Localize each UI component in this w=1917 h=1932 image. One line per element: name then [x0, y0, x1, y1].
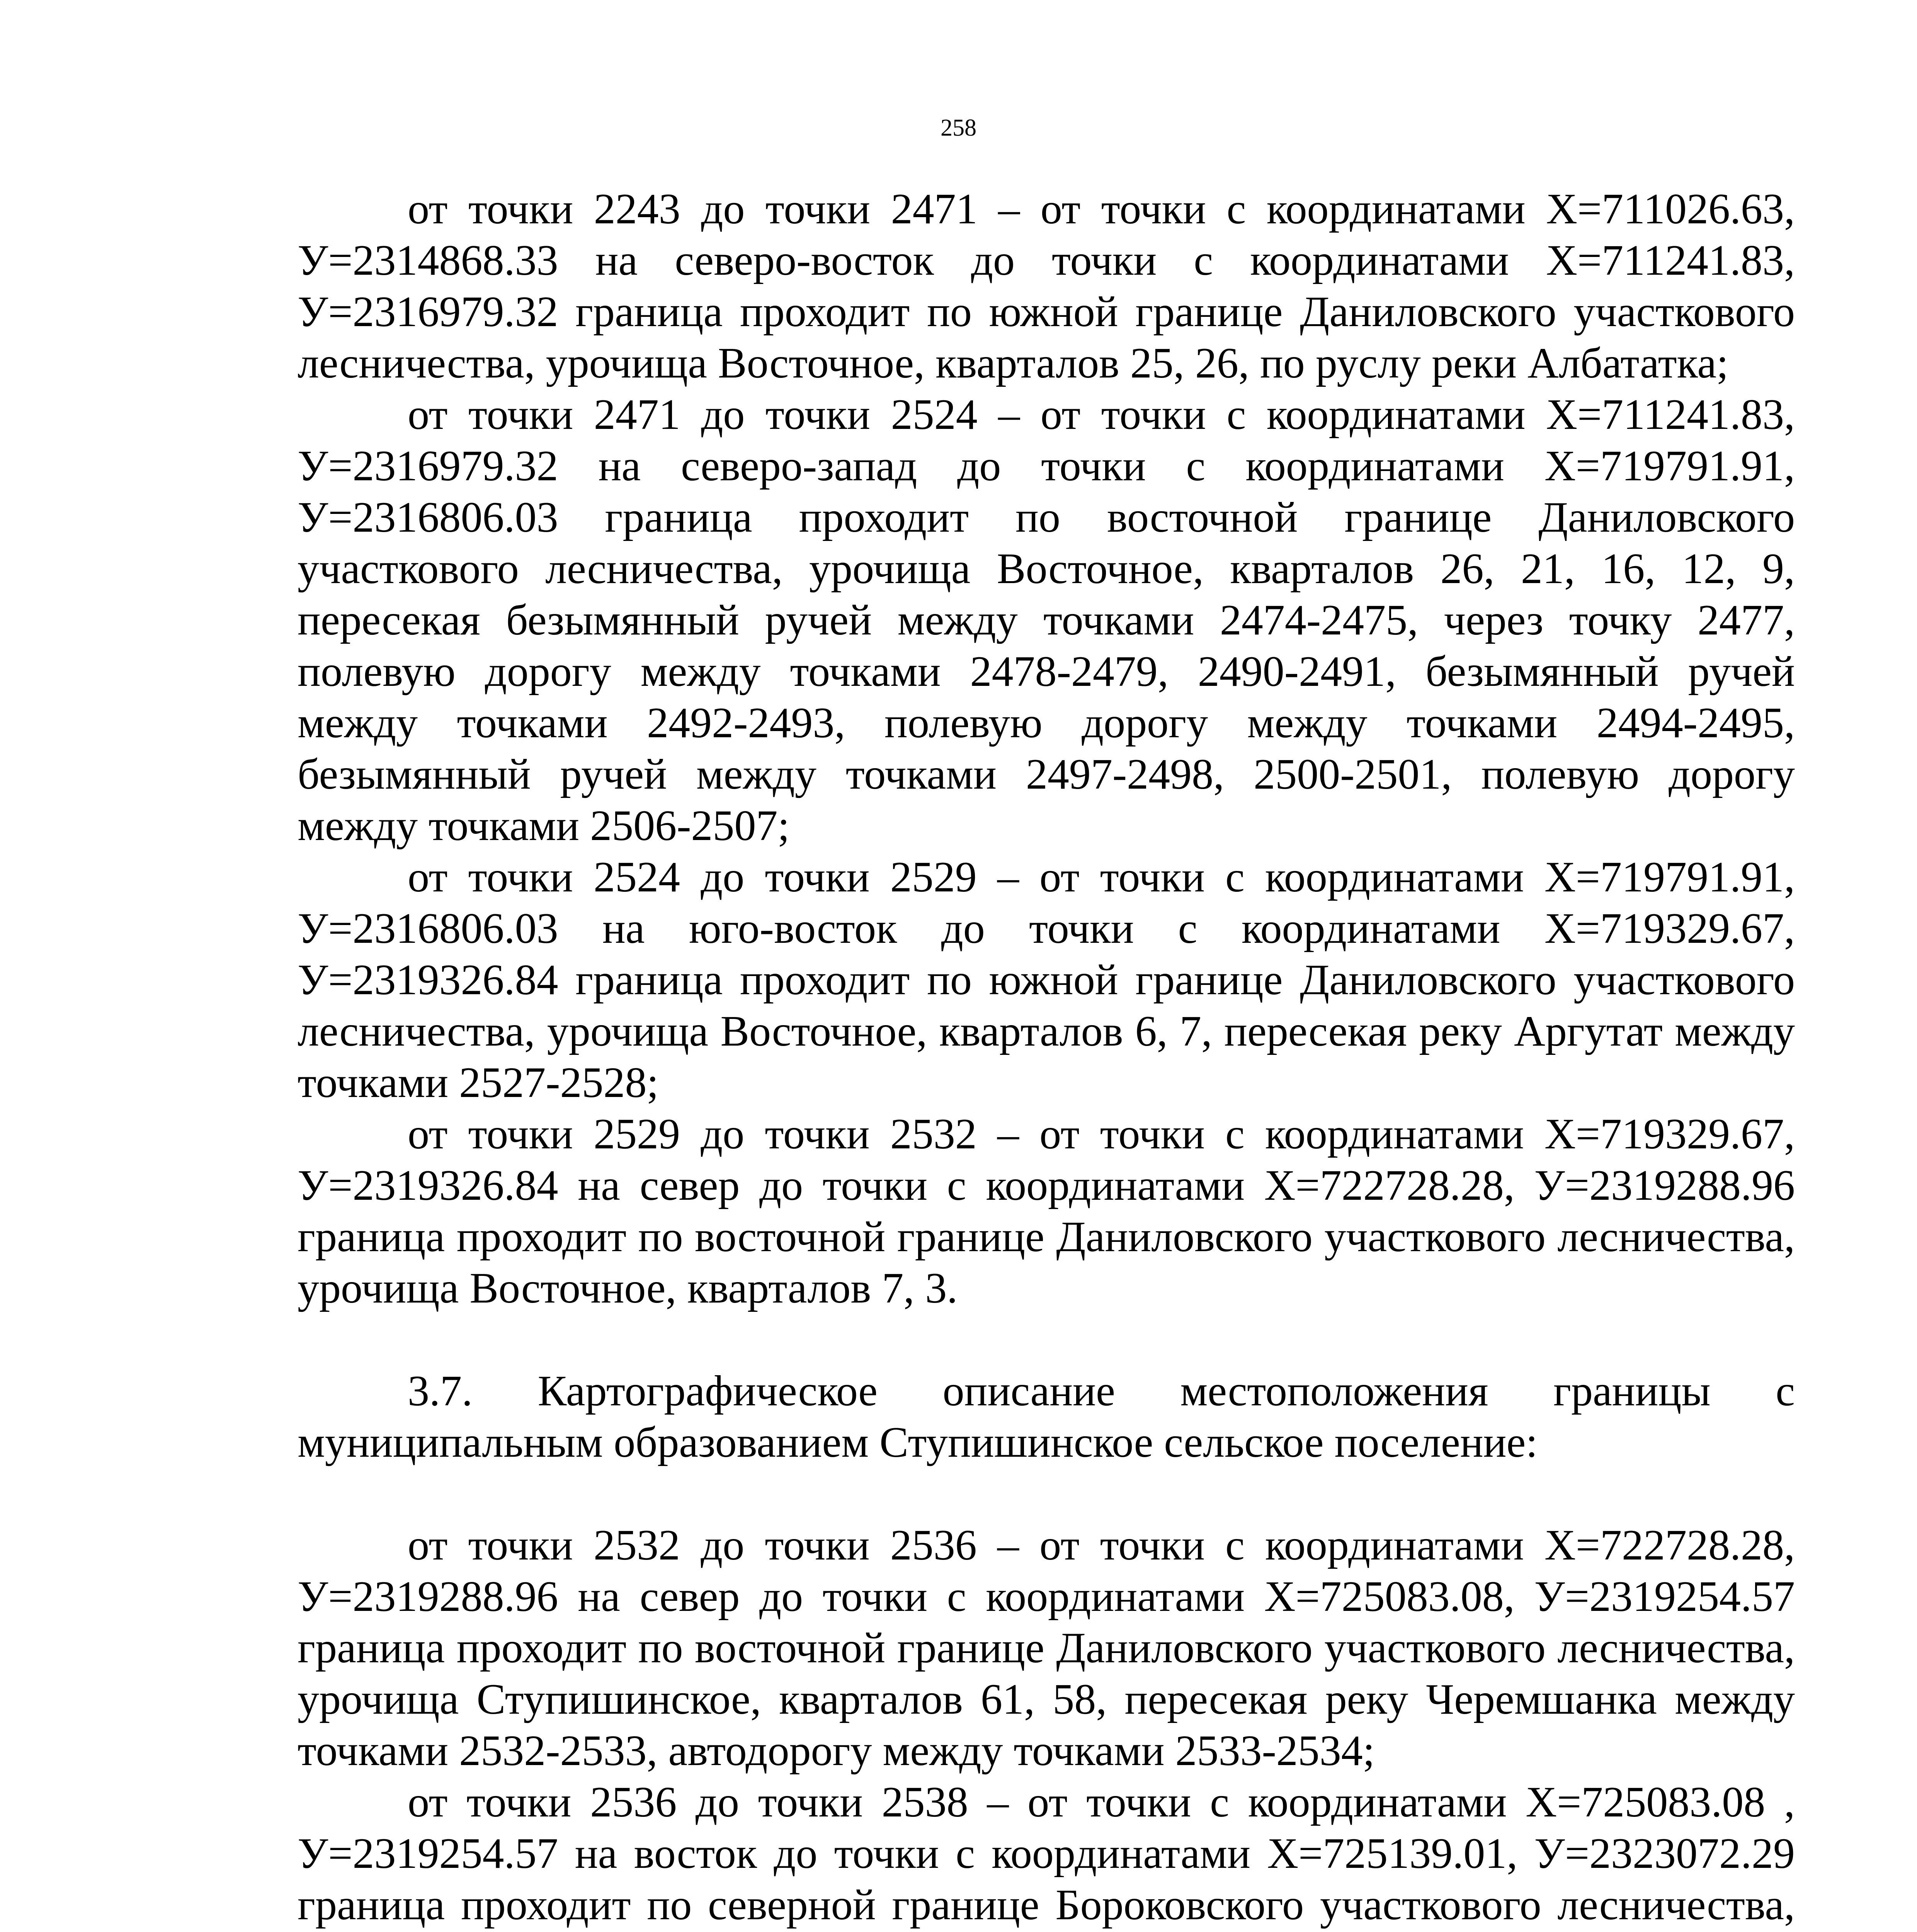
paragraph-2524-2529: от точки 2524 до точки 2529 – от точки с координатами Х=719791.91, У=2316806.03 на юго-восток до точки с координатами Х=719329.67, У=2319326.84 граница проходит по южной границе Даниловского участкового лесничества, урочища Восточное, кварталов 6, 7, пересекая реку Аргутат между точками 2527-2528;: [298, 853, 1795, 1107]
paragraph-2532-2536: от точки 2532 до точки 2536 – от точки с координатами Х=722728.28, У=2319288.96 на север до точки с координатами Х=725083.08, У=2319254.57 граница проходит по восточной границе Даниловского участкового лесничества, урочища Ступишинское, кварталов 61, 58, пересекая реку Черемшанка между точками 2532-2533, автодорогу между точками 2533-2534;: [298, 1521, 1795, 1775]
paragraph-2536-2538: от точки 2536 до точки 2538 – от точки с координатами Х=725083.08 , У=2319254.57 на восток до точки с координатами Х=725139.01, У=2323072.29 граница проходит по северной границе Бороковского участкового лесничества,: [298, 1778, 1795, 1929]
paragraph-2243-2471: от точки 2243 до точки 2471 – от точки с координатами Х=711026.63, У=2314868.33 на северо-восток до точки с координатами Х=711241.83, У=2316979.32 граница проходит по южной границе Даниловского участкового лесничества, урочища Восточное, кварталов 25, 26, по руслу реки Албататка;: [298, 185, 1795, 387]
section-heading-3-7: 3.7. Картографическое описание местоположения границы с муниципальным образованием Ступишинское сельское поселение:: [298, 1367, 1795, 1466]
page-number: 258: [941, 115, 976, 141]
document-body: [298, 184, 1795, 1932]
paragraph-2471-2524: от точки 2471 до точки 2524 – от точки с координатами Х=711241.83, У=2316979.32 на северо-запад до точки с координатами Х=719791.91, У=2316806.03 граница проходит по восточной границе Даниловского участкового лесничества, урочища Восточное, кварталов 26, 21, 16, 12, 9, пересекая безымянный ручей между точками 2474-2475, через точку 2477, полевую дорогу между точками 2478-2479, 2490-2491, безымянный ручей между точками 2492-2493, полевую дорогу между точками 2494-2495, безымянный ручей между точками 2497-2498, 2500-2501, полевую дорогу между точками 2506-2507;: [298, 391, 1795, 850]
paragraph-2529-2532: от точки 2529 до точки 2532 – от точки с координатами Х=719329.67, У=2319326.84 на север до точки с координатами Х=722728.28, У=2319288.96 граница проходит по восточной границе Даниловского участкового лесничества, урочища Восточное, кварталов 7, 3.: [298, 1110, 1795, 1312]
